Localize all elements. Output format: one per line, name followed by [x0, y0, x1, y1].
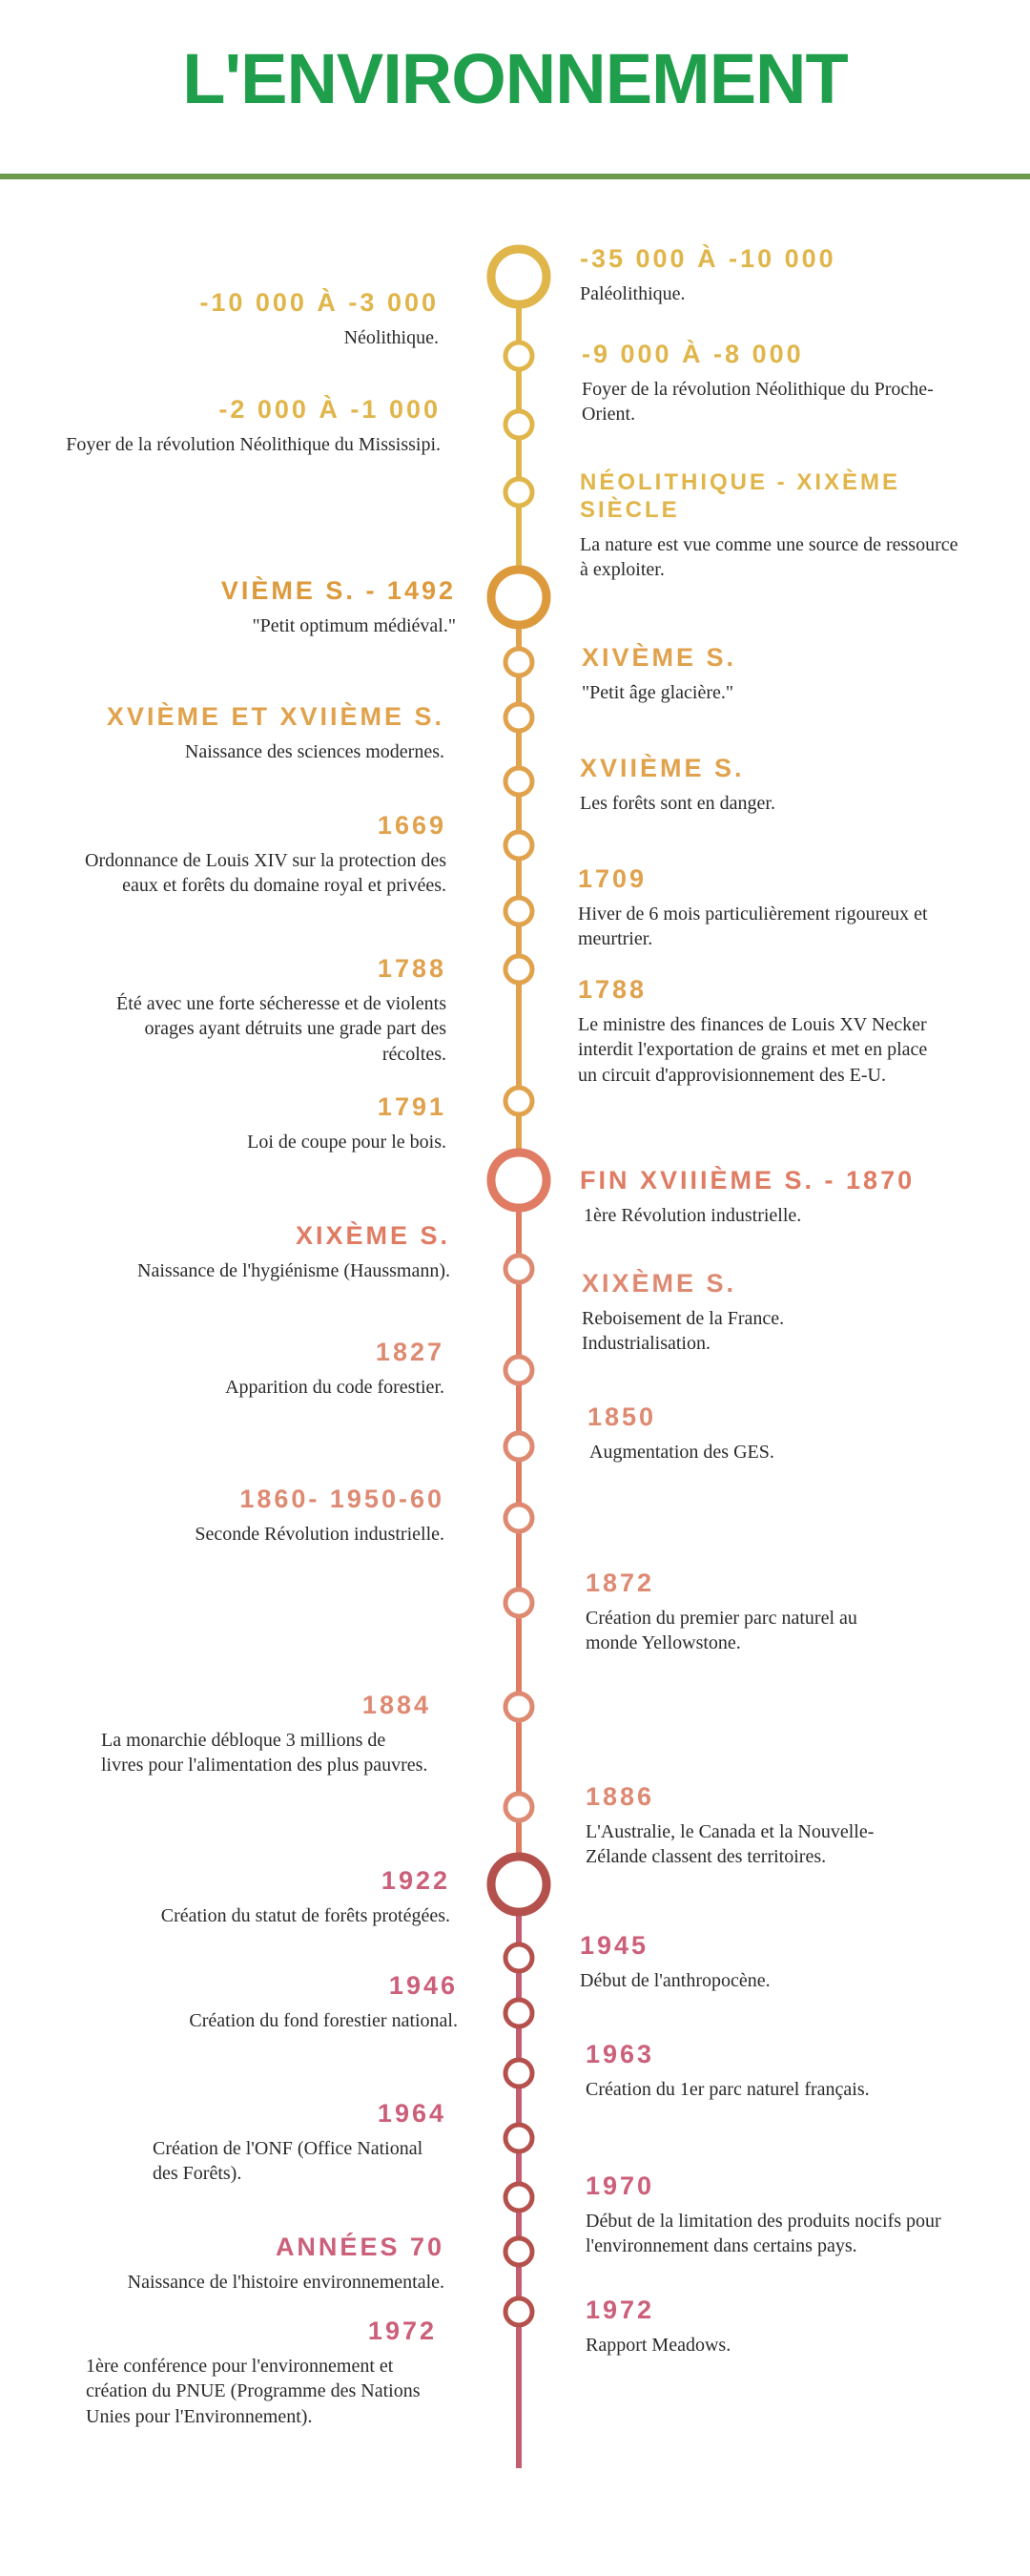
timeline-node [505, 768, 532, 795]
event-text: Rapport Meadows. [586, 2335, 731, 2356]
event-date: 1860- 1950-60 [239, 1485, 444, 1513]
timeline-node [505, 956, 532, 983]
timeline-node [505, 1693, 532, 1720]
event-right [587, 1402, 969, 1465]
event-date: XIVÈME S. [582, 643, 737, 672]
event-date: FIN XVIIIÈME S. - 1870 [580, 1166, 916, 1195]
event-left [95, 1971, 458, 2033]
timeline-node [505, 1944, 532, 1971]
event-right [580, 1931, 961, 1993]
event-date: NÉOLITHIQUE - XIXÈME SIÈCLE [580, 469, 901, 523]
event-date: 1872 [586, 1568, 655, 1597]
timeline-node [505, 2184, 532, 2211]
timeline-node [505, 649, 532, 675]
timeline-node [505, 704, 532, 731]
event-text: La monarchie débloque 3 millions de livres pour l'alimentation des plus pauvres. [101, 1730, 428, 1776]
event-date: XIXÈME S. [295, 1221, 450, 1250]
event-right [582, 1269, 868, 1357]
event-date: -2 000 À -1 000 [218, 395, 441, 424]
event-date: 1709 [578, 864, 648, 893]
event-date: 1922 [381, 1866, 450, 1895]
event-date: XVIIÈME S. [580, 754, 745, 782]
event-text: Le ministre des finances de Louis XV Necker interdit l'exportation de grains et met en place un circuit d'approvisionnement des E-U. [578, 1014, 928, 1086]
timeline-node [505, 411, 532, 438]
timeline-node [505, 2125, 532, 2151]
event-date: XIXÈME S. [582, 1269, 737, 1298]
event-left [57, 702, 444, 764]
event-right [586, 1782, 910, 1870]
event-right [580, 244, 980, 306]
event-text: Hiver de 6 mois particulièrement rigoureux et meurtrier. [578, 904, 928, 950]
event-right [578, 864, 959, 952]
timeline-node-major [491, 570, 546, 625]
event-date: ANNÉES 70 [275, 2233, 444, 2261]
event-right [580, 754, 961, 816]
event-text: Reboisement de la France. Industrialisation. [582, 1308, 785, 1355]
timeline-node [505, 1357, 532, 1383]
event-text: Naissance de l'histoire environnementale. [127, 2272, 444, 2293]
event-left [57, 811, 446, 899]
event-text: Ordonnance de Louis XIV sur la protection des eaux et forêts du domaine royal et privées. [85, 850, 446, 897]
event-date: 1963 [586, 2040, 655, 2068]
event-text: "Petit optimum médiéval." [252, 615, 456, 636]
timeline-node [505, 343, 532, 369]
timeline-node [505, 1433, 532, 1460]
event-text: Été avec une forte sécheresse et de violents orages ayant détruits une grade part des récoltes. [116, 993, 446, 1065]
event-text: Création du 1er parc naturel français. [586, 2079, 870, 2100]
timeline-node [505, 479, 532, 506]
timeline-node [505, 2298, 532, 2325]
event-text: Naissance de l'hygiénisme (Haussmann). [137, 1260, 450, 1281]
timeline-node-major [491, 1153, 546, 1208]
event-text: Début de la limitation des produits nocifs pour l'environnement dans certains pays. [586, 2211, 941, 2257]
event-date: 1945 [580, 1931, 649, 1960]
event-left [76, 2316, 437, 2429]
event-date: 1788 [377, 954, 446, 983]
page-title: L'ENVIRONNEMENT [182, 39, 848, 118]
event-date: 1850 [587, 1402, 657, 1431]
event-right [582, 340, 963, 427]
event-left [95, 1092, 446, 1154]
event-text: Création du fond forestier national. [189, 2010, 458, 2031]
event-date: -9 000 À -8 000 [582, 340, 804, 368]
event-text: Apparition du code forestier. [225, 1377, 444, 1398]
timeline-node-major [491, 249, 546, 304]
event-text: Création de l'ONF (Office National des Forêts). [153, 2138, 423, 2185]
event-left [76, 1221, 450, 1283]
event-left [95, 1485, 444, 1547]
event-text: Création du statut de forêts protégées. [160, 1905, 450, 1926]
event-left [76, 954, 446, 1067]
event-date: -35 000 À -10 000 [580, 244, 836, 273]
timeline-node [505, 1088, 532, 1114]
event-text: Foyer de la révolution Néolithique du Mississipi. [66, 434, 441, 455]
event-date: 1972 [367, 2316, 437, 2345]
event-text: 1ère conférence pour l'environnement et création du PNUE (Programme des Nations Unies pour l'Environnement). [86, 2356, 421, 2427]
event-text: Paléolithique. [580, 283, 686, 304]
timeline-node [505, 2000, 532, 2026]
event-date: 1964 [377, 2099, 446, 2128]
event-text: Loi de coupe pour le bois. [247, 1132, 446, 1153]
timeline-node [505, 1256, 532, 1282]
event-text: "Petit âge glacière." [582, 682, 734, 703]
event-left [143, 2099, 446, 2187]
event-text: Foyer de la révolution Néolithique du Proche-Orient. [582, 379, 934, 426]
timeline-node [505, 1794, 532, 1820]
event-left [57, 395, 441, 457]
event-date: 1827 [375, 1338, 444, 1366]
event-right [586, 2296, 948, 2358]
event-date: 1669 [377, 811, 446, 840]
event-text: La nature est vue comme une source de ressource à exploiter. [580, 533, 958, 580]
event-date: 1788 [578, 975, 648, 1004]
event-left [95, 288, 439, 350]
event-date: 1886 [586, 1782, 655, 1811]
event-left [95, 1338, 444, 1400]
event-text: Début de l'anthropocène. [580, 1970, 771, 1991]
timeline-node-major [491, 1857, 546, 1912]
event-text: Seconde Révolution industrielle. [195, 1524, 444, 1545]
event-right [586, 2171, 948, 2259]
event-left [95, 1691, 431, 1778]
event-text: Néolithique. [343, 327, 439, 348]
event-left [76, 2233, 444, 2295]
event-date: 1884 [361, 1691, 431, 1719]
event-right [586, 2040, 967, 2102]
event-right [580, 469, 961, 582]
timeline-node [505, 1505, 532, 1531]
event-date: VIÈME S. - 1492 [220, 576, 456, 605]
timeline-node [505, 2238, 532, 2265]
timeline-node [505, 832, 532, 859]
event-date: 1972 [586, 2296, 655, 2324]
timeline-node [505, 1589, 532, 1616]
event-text: Augmentation des GES. [589, 1442, 774, 1463]
event-text: L'Australie, le Canada et la Nouvelle-Zélande classent des territoires. [586, 1821, 875, 1868]
event-date: 1946 [388, 1971, 458, 2000]
event-text: Les forêts sont en danger. [580, 793, 775, 814]
event-right [582, 643, 963, 705]
timeline-node [505, 898, 532, 924]
event-date: XVIÈME ET XVIIÈME S. [106, 702, 444, 731]
event-date: 1791 [377, 1092, 446, 1121]
timeline-node [505, 2060, 532, 2087]
event-text: 1ère Révolution industrielle. [584, 1205, 802, 1226]
event-right [578, 975, 950, 1088]
event-left [95, 576, 456, 638]
event-date: 1970 [586, 2171, 655, 2200]
event-date: -10 000 À -3 000 [199, 288, 439, 317]
event-text: Création du premier parc naturel au monde Yellowstone. [586, 1608, 857, 1654]
event-left [95, 1866, 450, 1928]
event-right [580, 1166, 980, 1228]
event-text: Naissance des sciences modernes. [184, 741, 444, 762]
event-right [586, 1568, 872, 1656]
